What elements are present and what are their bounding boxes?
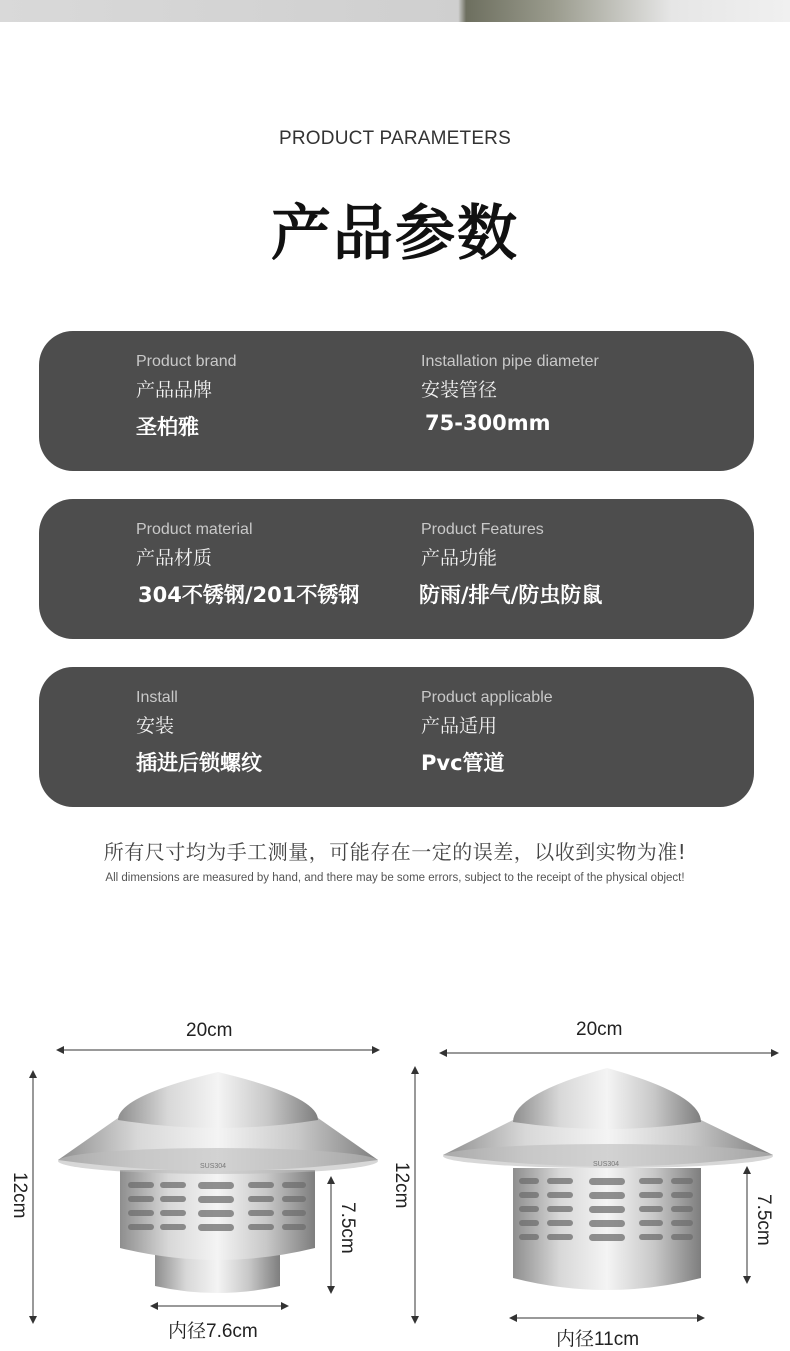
param-value: 防雨/排气/防虫防鼠	[419, 583, 603, 607]
slotted-body	[513, 1168, 701, 1290]
param-value: 304不锈钢/201不锈钢	[138, 583, 360, 607]
disclaimer-en: All dimensions are measured by hand, and there may be some errors, subject to the receipt of the physical object!	[105, 872, 685, 884]
param-label-cn: 产品材质	[136, 547, 213, 569]
stamp-text: SUS304	[200, 1163, 227, 1170]
param-value: 圣柏雅	[136, 415, 199, 439]
body-height-label-1: 7.5cm	[337, 1202, 358, 1254]
param-label-cn: 产品功能	[421, 547, 498, 569]
width-label-2: 20cm	[576, 1019, 623, 1040]
height-label-1: 12cm	[9, 1172, 30, 1219]
product-diagram-2	[395, 1010, 790, 1345]
param-label-cn: 产品品牌	[136, 379, 213, 401]
section-title-cn: 产品参数	[271, 199, 519, 269]
height-label-2: 12cm	[391, 1162, 412, 1209]
param-card-2	[39, 499, 754, 639]
param-label-cn: 产品适用	[421, 715, 498, 737]
param-label-cn: 安装	[136, 715, 175, 737]
width-label-1: 20cm	[186, 1020, 233, 1041]
param-label-en: Installation pipe diameter	[421, 353, 599, 370]
param-label-en: Product applicable	[421, 689, 553, 706]
top-photo-strip	[0, 0, 790, 22]
param-label-en: Product brand	[136, 353, 237, 370]
product-diagram-1	[0, 1010, 395, 1340]
disclaimer-cn: 所有尺寸均为手工测量，可能存在一定的误差，以收到实物为准!	[103, 840, 687, 864]
param-label-en: Product Features	[421, 521, 544, 538]
param-label-en: Product material	[136, 521, 253, 538]
hat-top	[513, 1068, 701, 1129]
param-label-cn: 安装管径	[421, 379, 498, 401]
stamp-text: SUS304	[593, 1161, 620, 1168]
section-title-en: PRODUCT PARAMETERS	[279, 128, 511, 149]
param-card-3	[39, 667, 754, 807]
param-value: 75-300mm	[425, 411, 551, 435]
inner-diameter-label-2: 内径11cm	[556, 1329, 640, 1350]
param-label-en: Install	[136, 689, 178, 706]
param-value: Pvc管道	[421, 751, 505, 775]
inner-diameter-label-1: 内径7.6cm	[168, 1321, 258, 1342]
body-height-label-2: 7.5cm	[753, 1194, 774, 1246]
param-card-1	[39, 331, 754, 471]
hat-top	[118, 1072, 318, 1128]
param-value: 插进后锁螺纹	[136, 751, 262, 775]
